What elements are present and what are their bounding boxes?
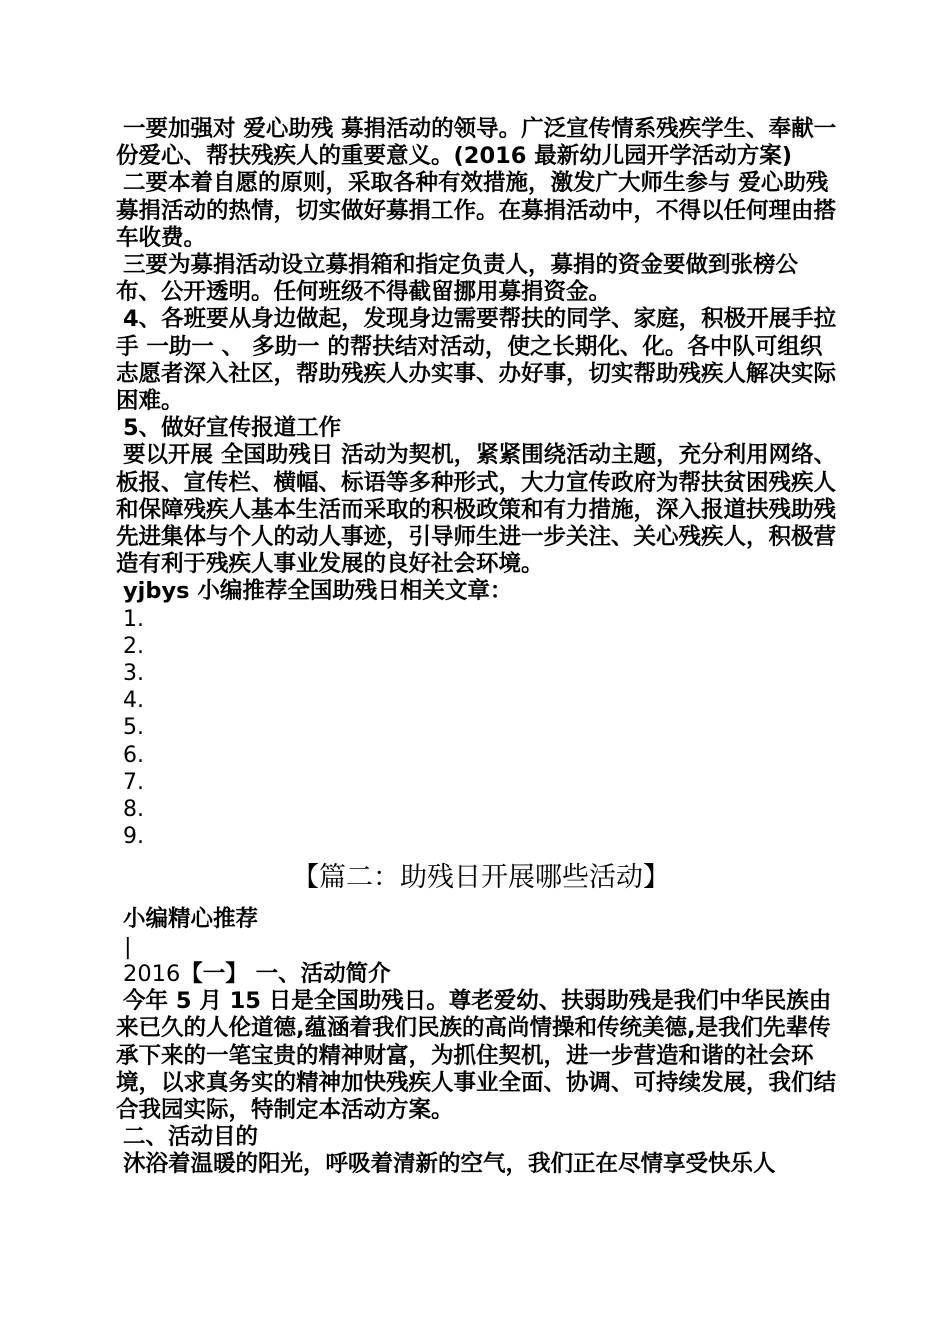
paragraph-donation-box: 三要为募捐活动设立募捐箱和指定负责人，募捐的资金要做到张榜公布、公开透明。任何班级不得截留挪用募捐资金。 <box>116 252 799 306</box>
list-item[interactable]: 3. <box>123 661 144 687</box>
list-item[interactable]: 2. <box>123 633 144 659</box>
document-body <box>116 116 838 1179</box>
paragraph-voluntary: 二要本着自愿的原则，采取各种有效措施，激发广大师生参与 爱心助残 募捐活动的热情，切实做好募捐工作。在募捐活动中，不得以任何理由搭车收费。 <box>116 170 837 251</box>
section-one-title <box>116 961 838 988</box>
section-heading: 【篇二：助残日开展哪些活动】 <box>292 862 670 894</box>
separator-bar: | <box>124 933 132 960</box>
list-item[interactable]: 6. <box>123 742 144 768</box>
list-item[interactable]: 7. <box>123 769 144 795</box>
numbered-list <box>116 606 838 851</box>
paragraph-purpose: 沐浴着温暖的阳光，呼吸着清新的空气，我们正在尽情享受快乐人 <box>123 1151 776 1178</box>
paragraph-recommend-articles: yjbys 小编推荐全国助残日相关文章： <box>123 578 513 605</box>
section-one-label: 【一】 一、活动简介 <box>180 960 391 987</box>
paragraph-leadership: 一要加强对 爱心助残 募捐活动的领导。广泛宣传情系残疾学生、奉献一份爱心、帮扶残疾人的重要意义。(2016 最新幼儿园开学活动方案) <box>116 116 837 170</box>
section-one-year: 2016 <box>123 960 181 987</box>
paragraph-publicity: 要以开展 全国助残日 活动为契机，紧紧围绕活动主题，充分利用网络、板报、宣传栏、横幅、标语等多种形式，大力宣传政府为帮扶贫困残疾人和保障残疾人基本生活而采取的积极政策和有力措施，深入报道扶残助残先进集体与个人的动人事迹，引导师生进一步关注、关心残疾人，积极营造有利于残疾人事业发展的良好社会环境。 <box>116 442 837 578</box>
paragraph-intro: 今年 5 月 15 日是全国助残日。尊老爱幼、扶弱助残是我们中华民族由来已久的人伦道德,蕴涵着我们民族的高尚情操和传统美德,是我们先辈传承下来的一笔宝贵的精神财富，为抓住契机，进一步营造和谐的社会环境，以求真务实的精神加快残疾人事业全面、协调、可持续发展，我们结合我园实际，特制定本活动方案。 <box>116 988 837 1123</box>
recommend-label: 小编精心推荐 <box>123 906 259 933</box>
list-item[interactable]: 9. <box>123 824 144 850</box>
list-item[interactable]: 1. <box>123 606 144 632</box>
list-item[interactable]: 5. <box>123 715 144 741</box>
paragraph-publicity-heading: 5、做好宣传报道工作 <box>123 415 342 442</box>
list-item[interactable]: 4. <box>123 688 144 714</box>
list-item[interactable]: 8. <box>123 797 144 823</box>
paragraph-class-action: 4、各班要从身边做起，发现身边需要帮扶的同学、家庭，积极开展手拉手 一助一 、 多助一 的帮扶结对活动，使之长期化、化。各中队可组织志愿者深入社区，帮助残疾人办实事、办好事，切实帮助残疾人解决实际困难。 <box>116 306 837 415</box>
section-two-title: 二、活动目的 <box>123 1124 259 1151</box>
